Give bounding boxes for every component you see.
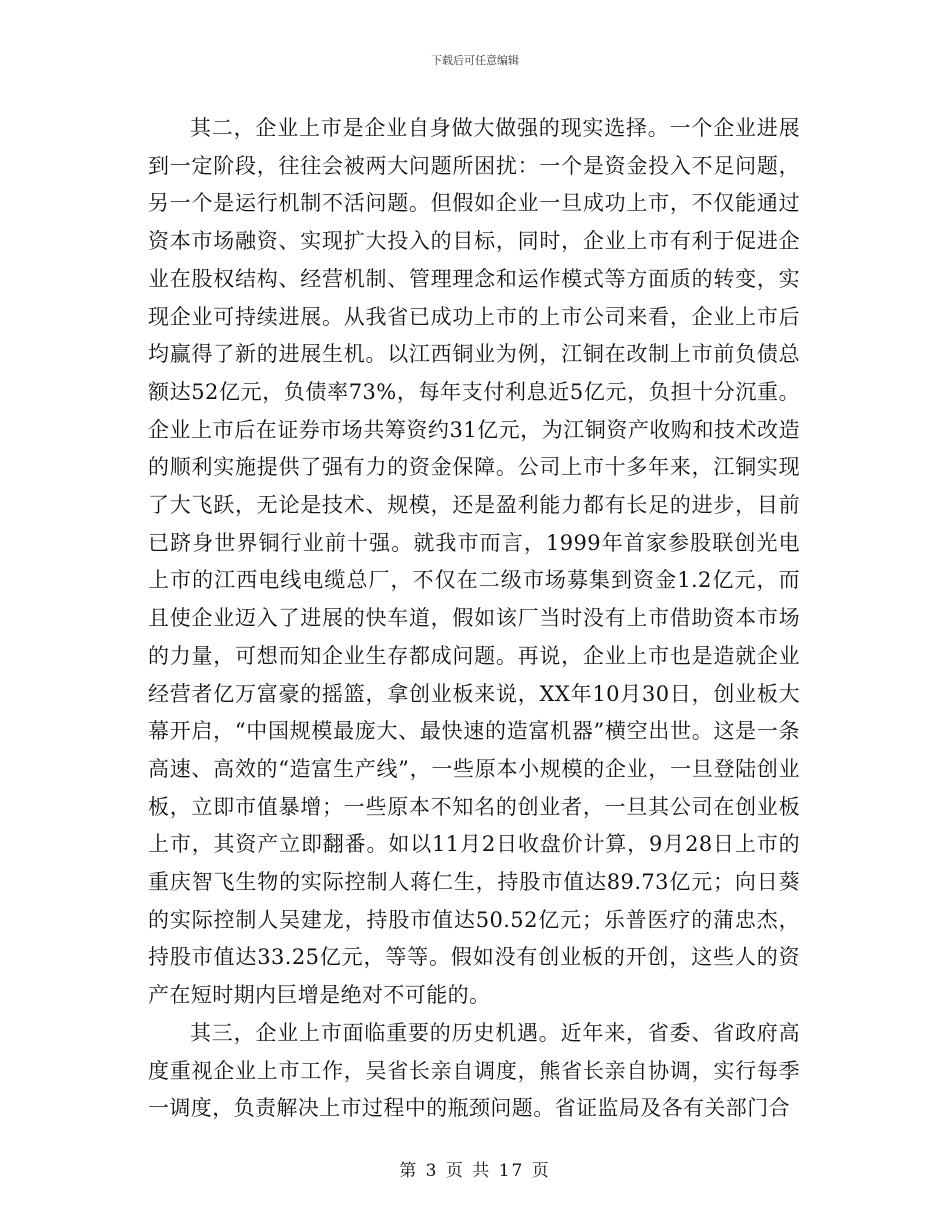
paragraph-3: 其三，企业上市面临重要的历史机遇。近年来，省委、省政府高度重视企业上市工作，吴省长亲自调度，熊省长亲自协调，实行每季一调度，负责解决上市过程中的瓶颈问题。省证监局及各有关部门合 [148,1020,800,1121]
page-header: 下载后可任意编辑 [431,54,519,67]
paragraph-2: 其二，企业上市是企业自身做大做强的现实选择。一个企业进展到一定阶段，往往会被两大问题所困扰：一个是资金投入不足问题，另一个是运行机制不活问题。但假如企业一旦成功上市，不仅能通过资本市场融资、实现扩大投入的目标，同时，企业上市有利于促进企业在股权结构、经营机制、管理理念和运作模式等方面质的转变，实现企业可持续进展。从我省已成功上市的上市公司来看，企业上市后均赢得了新的进展生机。以江西铜业为例，江铜在改制上市前负债总额达52亿元，负债率73%，每年支付利息近5亿元，负担十分沉重。企业上市后在证券市场共筹资约31亿元，为江铜资产收购和技术改造的顺利实施提供了强有力的资金保障。公司上市十多年来，江铜实现了大飞跃，无论是技术、规模，还是盈利能力都有长足的进步，目前已跻身世界铜行业前十强。就我市而言，1999年首家参股联创光电上市的江西电线电缆总厂，不仅在二级市场募集到资金1.2亿元，而且使企业迈入了进展的快车道，假如该厂当时没有上市借助资本市场的力量，可想而知企业生存都成问题。再说，企业上市也是造就企业经营者亿万富豪的摇篮，拿创业板来说，XX年10月30日，创业板大幕开启，“中国规模最庞大、最快速的造富机器”横空出世。这是一条高速、高效的“造富生产线”，一些原本小规模的企业，一旦登陆创业板，立即市值暴增；一些原本不知名的创业者，一旦其公司在创业板上市，其资产立即翻番。如以11月2日收盘价计算，9月28日上市的重庆智飞生物的实际控制人蒋仁生，持股市值达89.73亿元；向日葵的实际控制人吴建龙，持股市值达50.52亿元；乐普医疗的蒲忠杰，持股市值达33.25亿元，等等。假如没有创业板的开创，这些人的资产在短时期内巨增是绝对不可能的。 [148,116,800,1008]
page-footer: 第 3 页 共 17 页 [399,1161,551,1181]
document-body [148,110,800,1128]
